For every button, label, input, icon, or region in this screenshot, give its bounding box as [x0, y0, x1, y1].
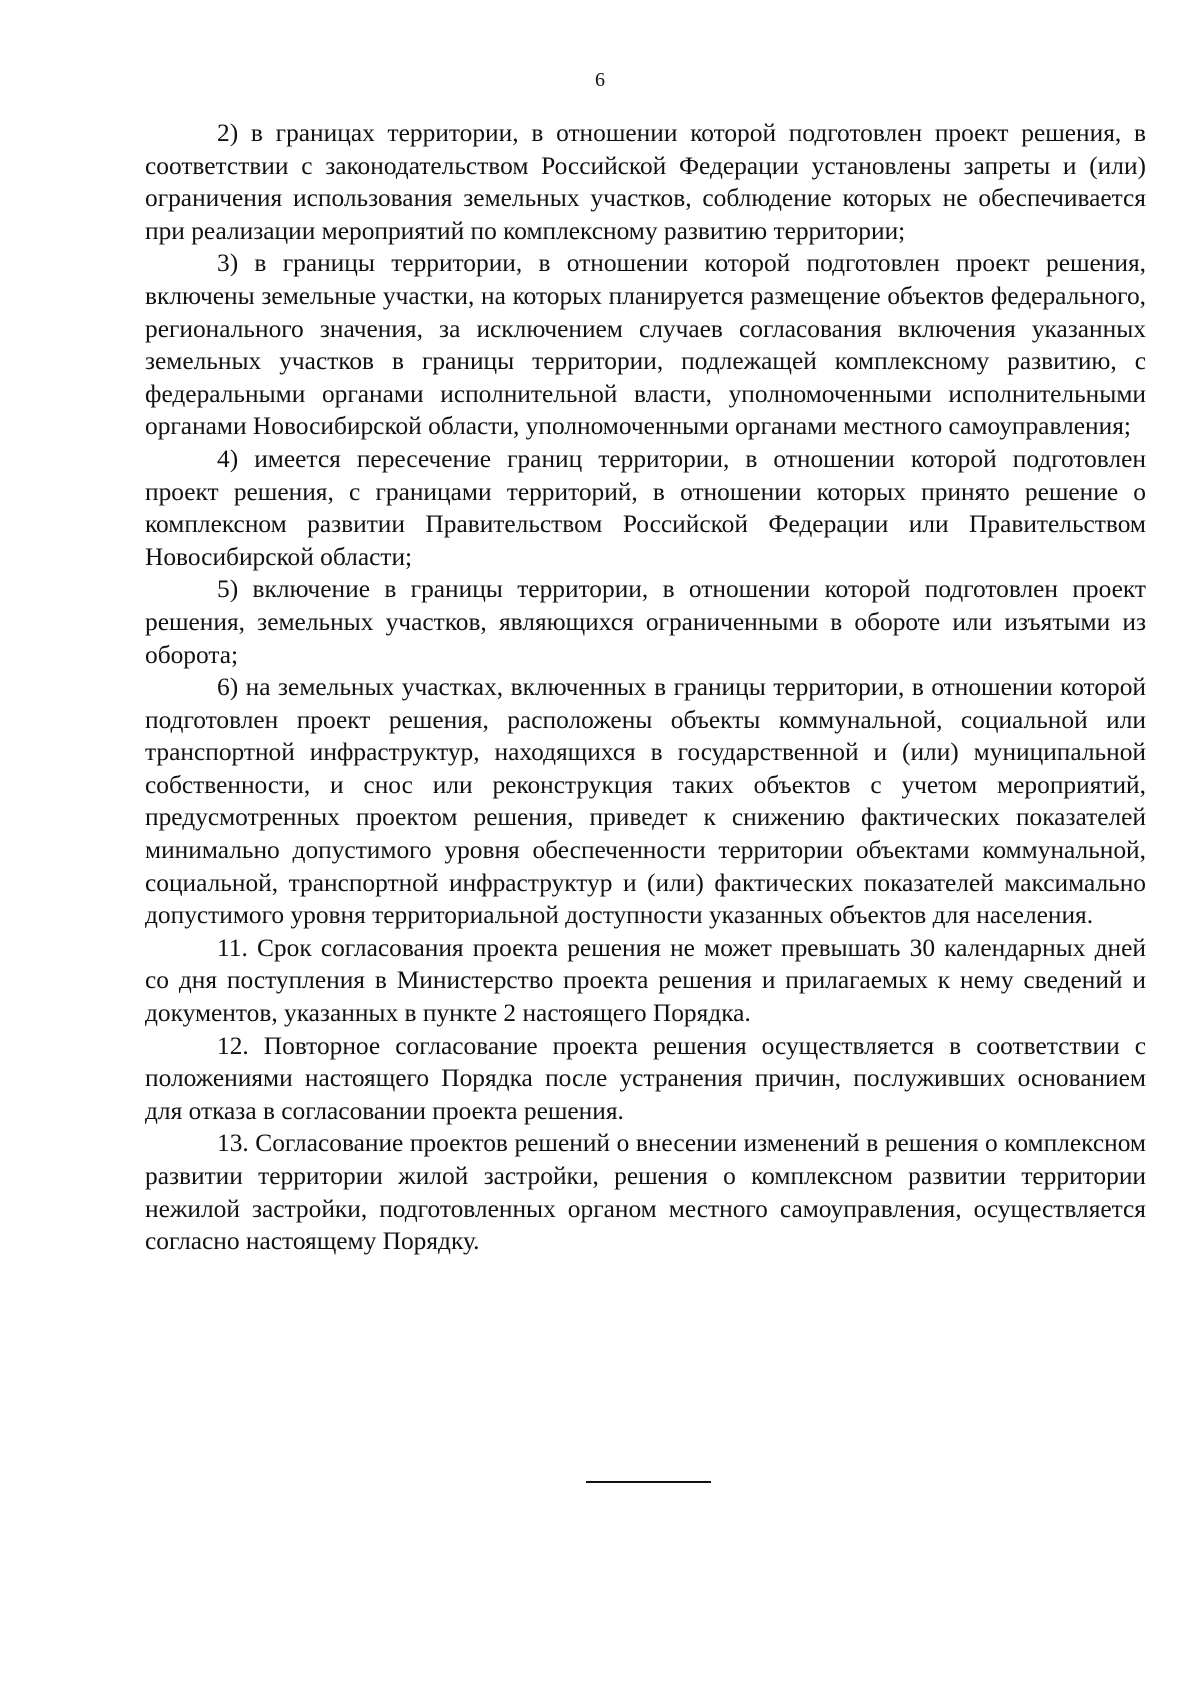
paragraph-clause-13: 13. Согласование проектов решений о внесении изменений в решения о комплексном развитии территории жилой застройки, решения о комплексном развитии территории нежилой застройки, подготовленных органом местного самоуправления, осуществляется согласно настоящему Порядку.: [145, 1129, 1146, 1256]
paragraph-item-3: 3) в границы территории, в отношении которой подготовлен проект решения, включены земельные участки, на которых планируется размещение объектов федерального, регионального значения, за исключением случаев согласования включения указанных земельных участков в границы территории, подлежащей комплексному развитию, с федеральными органами исполнительной власти, уполномоченными исполнительными органами Новосибирской области, уполномоченными органами местного самоуправления;: [145, 249, 1146, 441]
paragraph-item-6: 6) на земельных участках, включенных в границы территории, в отношении которой подготовлен проект решения, расположены объекты коммунальной, социальной или транспортной инфраструктур, находящихся в государственной и (или) муниципальной собственности, и снос или реконструкция таких объектов с учетом мероприятий, предусмотренных проектом решения, приведет к снижению фактических показателей минимально допустимого уровня обеспеченности территории объектами коммунальной, социальной, транспортной инфраструктур и (или) фактических показателей максимально допустимого уровня территориальной доступности указанных объектов для населения.: [145, 673, 1146, 930]
paragraph-item-4: 4) имеется пересечение границ территории, в отношении которой подготовлен проект решения, с границами территорий, в отношении которых принято решение о комплексном развитии Правительством Российской Федерации или Правительством Новосибирской области;: [145, 444, 1146, 571]
paragraph-item-5: 5) включение в границы территории, в отношении которой подготовлен проект решения, земельных участков, являющихся ограниченными в обороте или изъятыми из оборота;: [145, 575, 1146, 669]
closing-divider: [586, 1481, 711, 1483]
page-number: 6: [595, 69, 605, 91]
paragraph-item-2: 2) в границах территории, в отношении которой подготовлен проект решения, в соответствии с законодательством Российской Федерации установлены запреты и (или) ограничения использования земельных участков, соблюдение которых не обеспечивается при реализации мероприятий по комплексному развитию территории;: [145, 119, 1146, 245]
document-body: [145, 117, 1146, 1258]
paragraph-clause-12: 12. Повторное согласование проекта решения осуществляется в соответствии с положениями настоящего Порядка после устранения причин, послуживших основанием для отказа в согласовании проекта решения.: [145, 1031, 1146, 1125]
paragraph-clause-11: 11. Срок согласования проекта решения не может превышать 30 календарных дней со дня поступления в Министерство проекта решения и прилагаемых к нему сведений и документов, указанных в пункте 2 настоящего Порядка.: [145, 933, 1146, 1028]
